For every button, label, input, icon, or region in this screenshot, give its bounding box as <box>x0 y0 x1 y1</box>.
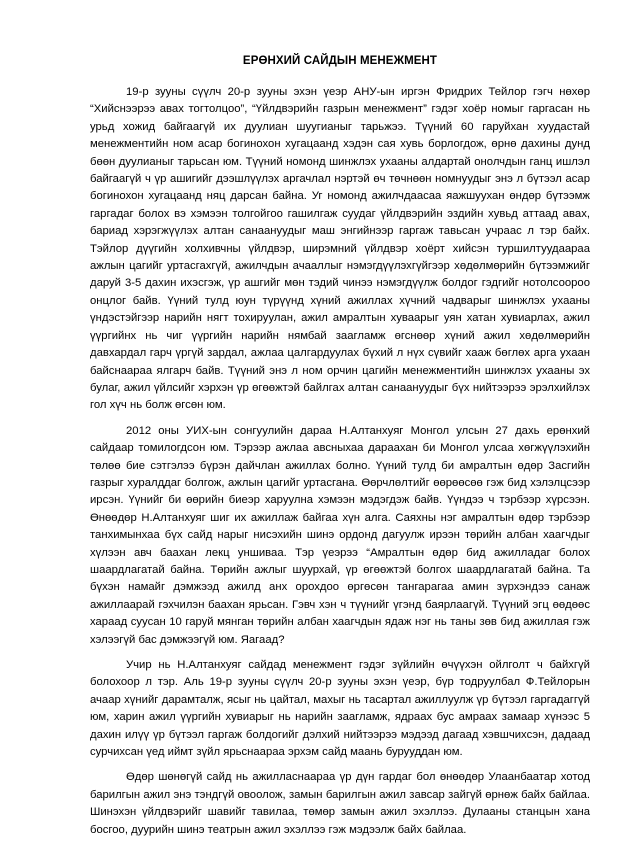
paragraph-3: Учир нь Н.Алтанхуяг сайдад менежмент гэдэг зүйлийн өчүүхэн ойлголт ч байхгүй болохоор л тэр. Аль 19-р зууны сүүлч 20-р зууны эхэн үеэр, бүр тодруулбал Ф.Тейлорын ачаар хүнийг дарамталж, ясыг нь цайтал, махыг нь тасартал ажиллуулж үр бүтээл гаргадаггүй юм, харин ажил үүргийн хувиарыг нь нарийн заагламж, ядраах бус амраах замаар хүнээс 5 дахин илүү үр бүтээл гаргаж болдогийг дэлхий нийтээрээ мэдээд дагаад хэвшчихсэн, дадаад сурчихсан үед иймт зүйл ярьснаараа эрхэм сайд маань бурууддан юм. <box>90 659 590 759</box>
paragraph-2: 2012 оны УИХ-ын сонгуулийн дараа Н.Алтанхуяг Монгол улсын 27 дахь ерөнхий сайдаар томилогдсон юм. Тэрээр ажлаа авсныхаа дараахан би Монгол улсаа хөгжүүлэхийн төлөө бие сэтгэлээ бүрэн дайчлан ажиллах болно. Үүний тулд би амралтын өдөр Засгийн газрыг хуралддаг болгож, ажлын цагийг уртасгана. Өөрчлөлтийг өөрөөсөө гэж бид хэлэлцсээр ирсэн. Үүнийг би өөрийн биеэр харуулна хэмээн мэдэгдэж байв. Үүндээ ч тэрбээр хүрсээн. Өнөөдөр Н.Алтанхуяг шиг их ажиллаж байгаа хүн алга. Саяхны нэг амралтын өдөр тэрбээр танхимынхаа бүх сайд нарыг нисэхийн шинэ ордонд дагуулж ирээн төрийн албан хаагчдыг хүлээн авч баахан лекц уншиваа. Тэр үеэрээ “Амралтын өдөр бид ажилладаг болох шаардлагатай байна. Төрийн ажлыг шуурхай, үр өгөөжтэй болгох шаардлагатай байна. Та бүхэн намайг дэмжээд ажилд анх орохдоо өргөсөн тангарагаа амин зүрхэндээ санаж ажиллаарай гэхчилэн баахан ярьсан. Гэвч хэн ч түүнийг үгэнд баярлаагүй. Түүний эгц өөдөөс хараад суусан 10 гаруй мянган төрийн албан хаагчдын ядаж нэг нь таны зөв бид ажиллая гэж хэлээгүй бас дэмжээгүй юм. Яагаад? <box>90 424 590 646</box>
paragraph-4: Өдөр шөнөгүй сайд нь ажилласнаараа үр дүн гардаг бол өнөөдөр Улаанбаатар хотод барилгын ажил энэ тэндгүй овоолож, замын барилгын ажил завсар зайгүй өрнөж байх байлаа. Шинэхэн үйлдвэрийг шавийг тавилаа, төмөр замын ажил эхэллээ. Дулааны станцын хана босгоо, дуурийн шинэ театрын ажил эхэллээ гэж мэдээлж байх байлаа. <box>90 771 590 836</box>
document-page <box>90 54 590 847</box>
paragraph-1: 19-р зууны сүүлч 20-р зууны эхэн үеэр АНУ-ын иргэн Фридрих Тейлор гэгч нөхөр “Хийснээрээ авах тогтолцоо”, “Үйлдвэрийн газрын менежмент” гэдэг хоёр номыг гаргасан нь урьд хожид байгаагүй их дуулиан шуугианыг тарьжээ. Түүний 60 гаруйхан хуудастай менежментийн ном асар богинохон хугацаанд хэдэн сая хувь борлогдож, өрнө дахины дунд бөөн дуулианыг тарьсан юм. Түүний номонд шинжлэх ухааны алдартай онолчдын ганц ишлэл байгаагүй ч үр ашигийг дээшлүүлэх аргачлал нэртэй өч төчнөөн номнуудыг энэ л бүтээл асар богинохон хугацаанд няц дарсан байна. Уг номонд ажилчдаасаа яажшуухан өндөр бүтээмж гаргадаг болох вэ хэмээн толгойгоо гашилгаж суудаг үйлдвэрийн эздийн хувьд аттаад авах, бариад хэрэгжүүлэх алтан санаануудыг маш энгийнээр гаргаж тавьсан учраас л тэр байх. Тэйлор дүүгийн холхивчны үйлдвэр, ширэмний үйлдвэр хоёрт хийсэн туршилтуудаараа ажлын цагийг уртасгахгүй, ажилчдын ачааллыг нэмэгдүүлэхгүйгээр хөдөлмөрийн бүтээмжийг даруй 3-5 дахин ихэсгэж, үр ашгийг мөн тэдий чинээ нэмэгдүүлж болдог гэдгийг нотолсоороо онцлог байв. Үүний тулд юун түрүүнд хүний ажиллах хүчний чадварыг шинжлэх ухааны үндэстэйгээр нарийн нягт тохируулан, ажил амралтын хуваарыг уян хатан хувиарлах, ажил үүргийнх нь чиг үүргийн нарийн нямбай заагламж өгснөөр хүний ажил хөдөлмөрийн давхардал гарч үргүй зардал, ажлаа цалгардуулах бүхий л нүх сүвийг хааж бөглөх арга ухаан байснаараа ялгарч байв. Түүний энэ л ном орчин цагийн менежментийн шинжлэх ухааны эх булаг, ажил үйлсийг хэрхэн үр өгөөжтэй байлгах алтан санаануудыг бүх нийтээрээ эрэлхийлэх гол хүч нь болж өгсөн юм. <box>90 86 590 412</box>
document-title: ЕРӨНХИЙ САЙДЫН МЕНЕЖМЕНТ <box>242 55 438 67</box>
